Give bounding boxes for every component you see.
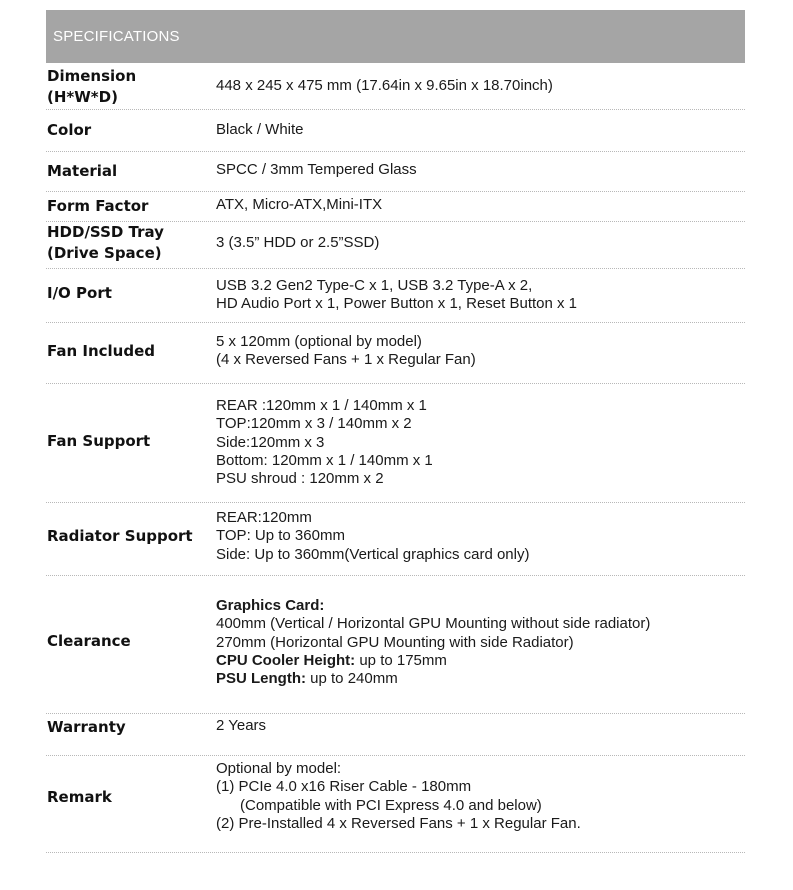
spec-value-text: up to 240mm: [306, 670, 398, 688]
spec-row-fan-included: [46, 322, 745, 384]
spec-label-line: Warranty: [47, 718, 126, 736]
spec-value-line: ATX, Micro-ATX,Mini-ITX: [216, 196, 383, 213]
spec-label-fan-support: [47, 431, 150, 452]
spec-value-line: (2) Pre-Installed 4 x Reversed Fans + 1 x Regular Fan.: [216, 814, 581, 832]
spec-label-line: Fan Support: [47, 432, 151, 450]
spec-label-form-factor: [47, 196, 148, 217]
spec-label-line: Radiator Support: [47, 527, 193, 545]
spec-row-clearance: [46, 575, 745, 714]
spec-label-line: (H*W*D): [47, 88, 118, 106]
spec-label-material: [47, 161, 117, 182]
spec-value-line: TOP: Up to 360mm: [216, 527, 345, 545]
spec-label-fan-included: [47, 341, 155, 362]
spec-value-clearance: [216, 597, 650, 688]
spec-value-line: HD Audio Port x 1, Power Button x 1, Reset Button x 1: [216, 295, 578, 313]
specifications-title: SPECIFICATIONS: [53, 28, 180, 45]
spec-row-remark: [46, 755, 745, 853]
spec-value-line: [216, 652, 650, 670]
spec-label-line: I/O Port: [47, 284, 112, 302]
spec-label-line: Form Factor: [47, 197, 149, 215]
spec-label-io-port: [47, 283, 112, 304]
spec-value-fan-support: [216, 397, 433, 488]
spec-label-color: [47, 120, 91, 141]
spec-label-line: Color: [47, 121, 92, 139]
spec-value-bold: PSU Length:: [216, 670, 306, 688]
spec-value-line: REAR :120mm x 1 / 140mm x 1: [216, 397, 427, 414]
spec-value-text: 400mm (Vertical / Horizontal GPU Mounting without side radiator): [216, 615, 651, 633]
spec-value-line: [216, 597, 650, 615]
spec-value-line: Optional by model:: [216, 760, 342, 777]
spec-value-line: 3 (3.5” HDD or 2.5”SSD): [216, 234, 380, 251]
spec-value-bold: CPU Cooler Height:: [216, 651, 356, 669]
spec-row-color: [46, 109, 745, 152]
spec-value-line: Side: Up to 360mm(Vertical graphics card only): [216, 545, 530, 563]
spec-row-hdd-ssd-tray: [46, 221, 745, 269]
spec-row-fan-support: [46, 383, 745, 503]
specifications-header: [46, 10, 745, 63]
spec-value-line: [216, 670, 650, 688]
spec-value-line: Side:120mm x 3: [216, 433, 325, 451]
spec-row-io-port: [46, 268, 745, 323]
spec-value-line: (Compatible with PCI Express 4.0 and below): [240, 796, 542, 814]
spec-value-radiator-support: [216, 509, 529, 564]
spec-value-io-port: [216, 277, 577, 314]
spec-value-line: TOP:120mm x 3 / 140mm x 2: [216, 415, 412, 433]
spec-value-fan-included: [216, 333, 476, 370]
spec-value-remark: [216, 760, 581, 833]
spec-value-warranty: [216, 717, 266, 735]
spec-value-line: 2 Years: [216, 717, 267, 734]
spec-row-material: [46, 151, 745, 192]
spec-value-line: [216, 634, 650, 652]
spec-label-line: Remark: [47, 788, 112, 806]
spec-value-line: Black / White: [216, 121, 304, 138]
spec-value-color: [216, 121, 304, 139]
spec-label-remark: [47, 787, 112, 808]
spec-value-line: SPCC / 3mm Tempered Glass: [216, 161, 417, 178]
spec-value-line: REAR:120mm: [216, 509, 312, 526]
spec-value-bold: Graphics Card:: [216, 597, 325, 614]
spec-label-warranty: [47, 717, 126, 738]
spec-value-line: 5 x 120mm (optional by model): [216, 333, 422, 350]
spec-label-hdd-ssd-tray: [47, 222, 164, 264]
spec-value-form-factor: [216, 196, 382, 214]
spec-label-line: Fan Included: [47, 342, 156, 360]
spec-value-text: up to 175mm: [355, 651, 447, 669]
spec-label-clearance: [47, 631, 131, 652]
spec-row-form-factor: [46, 191, 745, 222]
spec-label-line: Clearance: [47, 632, 131, 650]
spec-value-line: 448 x 245 x 475 mm (17.64in x 9.65in x 18.70inch): [216, 77, 553, 94]
spec-value-dimension: [216, 77, 553, 95]
spec-value-line: (1) PCIe 4.0 x16 Riser Cable - 180mm: [216, 778, 472, 796]
spec-value-text: 270mm (Horizontal GPU Mounting with side Radiator): [216, 633, 574, 651]
spec-value-hdd-ssd-tray: [216, 234, 379, 252]
spec-value-line: PSU shroud : 120mm x 2: [216, 470, 384, 488]
spec-value-line: USB 3.2 Gen2 Type-C x 1, USB 3.2 Type-A x 2,: [216, 277, 533, 294]
spec-value-material: [216, 161, 417, 179]
spec-label-dimension: [47, 66, 136, 108]
spec-row-warranty: [46, 713, 745, 756]
spec-row-dimension: [46, 63, 745, 110]
spec-label-line: HDD/SSD Tray: [47, 223, 164, 241]
spec-label-line: (Drive Space): [47, 244, 162, 262]
spec-label-radiator-support: [47, 526, 193, 547]
spec-value-line: (4 x Reversed Fans + 1 x Regular Fan): [216, 351, 476, 369]
spec-label-line: Material: [47, 162, 118, 180]
spec-row-radiator-support: [46, 502, 745, 576]
spec-label-line: Dimension: [47, 67, 137, 85]
spec-value-line: [216, 615, 650, 633]
spec-value-line: Bottom: 120mm x 1 / 140mm x 1: [216, 451, 433, 469]
